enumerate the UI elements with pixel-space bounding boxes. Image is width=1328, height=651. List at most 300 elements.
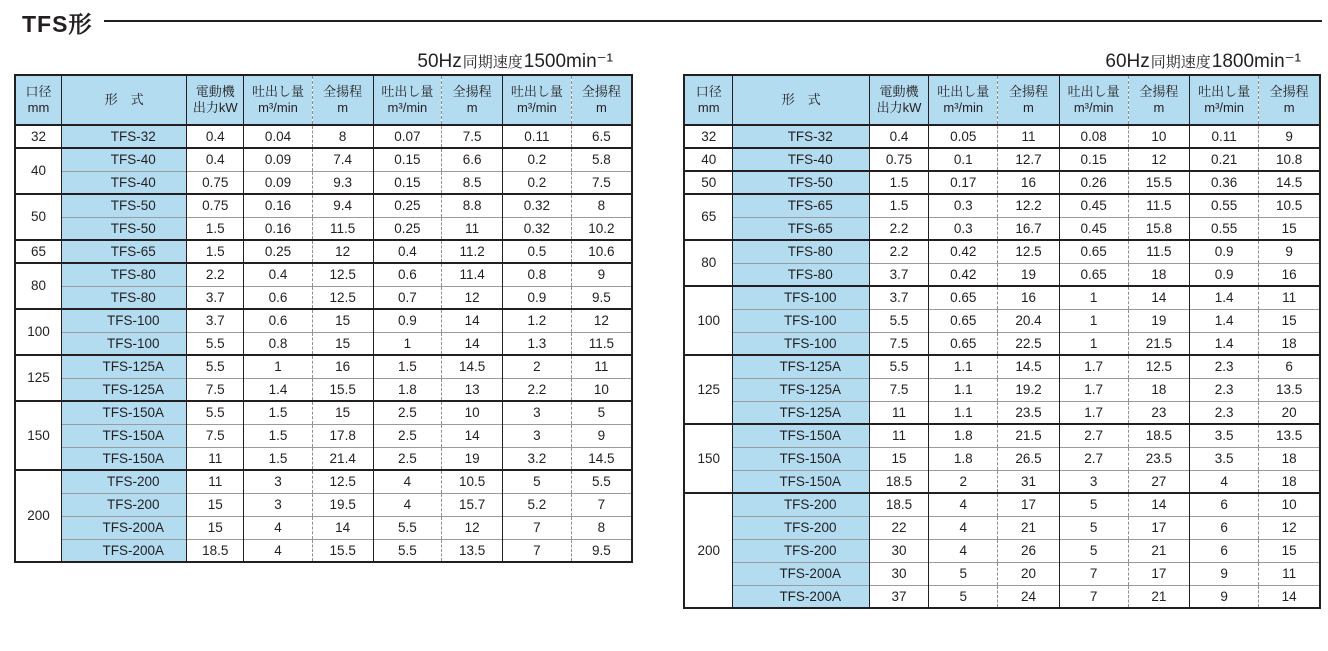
flow-cell: 0.21 [1189,148,1258,171]
head-cell: 12 [442,516,503,539]
model-cell: TFS-150A [62,401,187,424]
head-cell: 15 [1259,309,1320,332]
flow-cell: 0.25 [373,194,442,217]
flow-cell: 3 [1059,470,1128,493]
motor-output-cell: 1.5 [869,194,928,217]
table-row [684,447,1320,470]
col-header-flow: 吐出し量 m³/min [1189,75,1258,125]
head-cell: 12.2 [998,194,1059,217]
head-cell: 11.5 [312,217,373,240]
motor-output-cell: 11 [869,401,928,424]
head-cell: 8 [571,194,632,217]
flow-cell: 2 [502,355,571,378]
head-cell: 14 [1259,585,1320,608]
flow-cell: 0.08 [1059,125,1128,148]
flow-cell: 3.5 [1189,424,1258,447]
head-cell: 19.2 [998,378,1059,401]
head-cell: 26.5 [998,447,1059,470]
flow-cell: 1 [1059,332,1128,355]
flow-cell: 2.5 [373,447,442,470]
flow-cell: 1.5 [244,447,313,470]
model-cell: TFS-65 [733,194,870,217]
model-cell: TFS-100 [733,309,870,332]
table-row [15,401,632,424]
flow-cell: 0.42 [929,263,998,286]
flow-cell: 1.4 [1189,309,1258,332]
bore-cell: 125 [684,355,733,424]
flow-cell: 7 [502,516,571,539]
bore-cell: 200 [15,470,62,562]
heading-speed: 1500min⁻¹ [523,51,613,72]
head-cell: 18 [1128,378,1189,401]
motor-output-cell: 0.4 [869,125,928,148]
motor-output-cell: 1.5 [187,240,244,263]
flow-cell: 1.3 [502,332,571,355]
flow-cell: 6 [1189,516,1258,539]
flow-cell: 1.7 [1059,355,1128,378]
model-cell: TFS-125A [733,378,870,401]
col-header-head: 全揚程 m [442,75,503,125]
head-cell: 16.7 [998,217,1059,240]
flow-cell: 0.9 [502,286,571,309]
table-row [684,217,1320,240]
flow-cell: 2.5 [373,424,442,447]
col-header-flow: 吐出し量 m³/min [929,75,998,125]
model-cell: TFS-150A [62,447,187,470]
table-row [684,171,1320,194]
head-cell: 19.5 [312,493,373,516]
head-cell: 12.5 [312,286,373,309]
head-cell: 12 [312,240,373,263]
flow-cell: 1.4 [1189,286,1258,309]
head-cell: 16 [1259,263,1320,286]
flow-cell: 3 [244,493,313,516]
motor-output-cell: 5.5 [869,355,928,378]
flow-cell: 5 [929,585,998,608]
head-cell: 8.5 [442,171,503,194]
motor-output-cell: 7.5 [187,378,244,401]
flow-cell: 0.9 [373,309,442,332]
motor-output-cell: 3.7 [187,309,244,332]
head-cell: 15.7 [442,493,503,516]
head-cell: 12 [1128,148,1189,171]
table-heading-50hz [14,42,633,74]
head-cell: 21.5 [998,424,1059,447]
head-cell: 10.2 [571,217,632,240]
flow-cell: 1.8 [929,424,998,447]
head-cell: 18.5 [1128,424,1189,447]
model-cell: TFS-200 [733,493,870,516]
col-header-motor-output: 電動機 出力kW [869,75,928,125]
motor-output-cell: 0.75 [187,171,244,194]
head-cell: 14 [1128,493,1189,516]
head-cell: 17 [1128,516,1189,539]
flow-cell: 0.32 [502,194,571,217]
header-row [15,75,632,125]
flow-cell: 0.4 [244,263,313,286]
flow-cell: 7 [502,539,571,562]
head-cell: 14.5 [442,355,503,378]
head-cell: 27 [1128,470,1189,493]
flow-cell: 0.65 [929,309,998,332]
bore-cell: 65 [15,240,62,263]
model-cell: TFS-40 [62,148,187,171]
table-row [15,286,632,309]
motor-output-cell: 15 [187,493,244,516]
table-row [684,493,1320,516]
head-cell: 23 [1128,401,1189,424]
motor-output-cell: 2.2 [869,240,928,263]
flow-cell: 4 [1189,470,1258,493]
head-cell: 9 [1259,125,1320,148]
head-cell: 5.8 [571,148,632,171]
flow-cell: 7 [1059,585,1128,608]
flow-cell: 9 [1189,562,1258,585]
bore-cell: 32 [15,125,62,148]
head-cell: 13.5 [1259,424,1320,447]
head-cell: 14.5 [998,355,1059,378]
model-cell: TFS-200 [733,539,870,562]
bore-cell: 100 [15,309,62,355]
model-cell: TFS-100 [733,286,870,309]
head-cell: 12.5 [998,240,1059,263]
motor-output-cell: 2.2 [869,217,928,240]
head-cell: 12.5 [312,263,373,286]
flow-cell: 1.5 [244,401,313,424]
model-cell: TFS-32 [733,125,870,148]
flow-cell: 1.1 [929,378,998,401]
head-cell: 23.5 [1128,447,1189,470]
head-cell: 14 [1128,286,1189,309]
flow-cell: 5 [1059,493,1128,516]
flow-cell: 0.65 [1059,240,1128,263]
flow-cell: 0.6 [373,263,442,286]
flow-cell: 0.1 [929,148,998,171]
col-header-head: 全揚程 m [1259,75,1320,125]
flow-cell: 5 [1059,539,1128,562]
flow-cell: 5 [502,470,571,493]
head-cell: 18 [1259,447,1320,470]
table-row [15,424,632,447]
table-row [15,539,632,562]
bore-cell: 80 [684,240,733,286]
flow-cell: 4 [929,516,998,539]
motor-output-cell: 0.4 [187,125,244,148]
table-row [15,171,632,194]
head-cell: 7.5 [442,125,503,148]
flow-cell: 0.55 [1189,217,1258,240]
heading-label: 同期速度 [462,54,523,71]
flow-cell: 0.2 [502,148,571,171]
flow-cell: 0.45 [1059,194,1128,217]
model-cell: TFS-200A [62,516,187,539]
table-row [15,217,632,240]
flow-cell: 3.2 [502,447,571,470]
col-header-flow: 吐出し量 m³/min [373,75,442,125]
table-row [684,470,1320,493]
flow-cell: 0.6 [244,309,313,332]
model-cell: TFS-65 [733,217,870,240]
model-cell: TFS-80 [733,240,870,263]
page-title: TFS形 [22,11,93,37]
header-row [684,75,1320,125]
table-row [15,194,632,217]
model-cell: TFS-32 [62,125,187,148]
flow-cell: 0.2 [502,171,571,194]
heading-frequency: 60Hz [1105,51,1150,72]
head-cell: 15.8 [1128,217,1189,240]
flow-cell: 2.2 [502,378,571,401]
motor-output-cell: 3.7 [869,263,928,286]
motor-output-cell: 0.75 [187,194,244,217]
model-cell: TFS-40 [733,148,870,171]
head-cell: 12 [571,309,632,332]
model-cell: TFS-50 [62,217,187,240]
flow-cell: 5.5 [373,539,442,562]
table-row [684,516,1320,539]
flow-cell: 1 [373,332,442,355]
heading-speed: 1800min⁻¹ [1211,51,1301,72]
bore-cell: 50 [15,194,62,240]
bore-cell: 50 [684,171,733,194]
flow-cell: 1.8 [373,378,442,401]
head-cell: 14 [442,332,503,355]
flow-cell: 0.9 [1189,263,1258,286]
head-cell: 21 [1128,585,1189,608]
head-cell: 16 [312,355,373,378]
model-cell: TFS-80 [62,263,187,286]
head-cell: 18 [1259,332,1320,355]
model-cell: TFS-125A [733,401,870,424]
pump-table-block-60hz [683,42,1321,609]
flow-cell: 1 [244,355,313,378]
motor-output-cell: 11 [187,470,244,493]
motor-output-cell: 7.5 [869,378,928,401]
head-cell: 18 [1259,470,1320,493]
col-header-flow: 吐出し量 m³/min [244,75,313,125]
flow-cell: 1.4 [244,378,313,401]
col-header-bore: 口径 mm [15,75,62,125]
flow-cell: 7 [1059,562,1128,585]
table-row [15,240,632,263]
head-cell: 22.5 [998,332,1059,355]
flow-cell: 2.7 [1059,424,1128,447]
head-cell: 26 [998,539,1059,562]
table-row [684,539,1320,562]
table-row [684,378,1320,401]
flow-cell: 6 [1189,493,1258,516]
table-row [684,286,1320,309]
head-cell: 15.5 [312,378,373,401]
motor-output-cell: 22 [869,516,928,539]
motor-output-cell: 1.5 [187,217,244,240]
model-cell: TFS-125A [733,355,870,378]
table-row [15,355,632,378]
head-cell: 19 [1128,309,1189,332]
head-cell: 14.5 [1259,171,1320,194]
head-cell: 6 [1259,355,1320,378]
table-row [684,309,1320,332]
head-cell: 10 [571,378,632,401]
table-row [15,378,632,401]
bore-cell: 40 [684,148,733,171]
model-cell: TFS-125A [62,378,187,401]
head-cell: 14.5 [571,447,632,470]
model-cell: TFS-200A [733,562,870,585]
flow-cell: 1 [1059,309,1128,332]
model-cell: TFS-100 [62,332,187,355]
motor-output-cell: 2.2 [187,263,244,286]
motor-output-cell: 37 [869,585,928,608]
flow-cell: 0.26 [1059,171,1128,194]
motor-output-cell: 18.5 [187,539,244,562]
motor-output-cell: 30 [869,562,928,585]
head-cell: 17.8 [312,424,373,447]
head-cell: 16 [998,286,1059,309]
bore-cell: 80 [15,263,62,309]
model-cell: TFS-200 [62,493,187,516]
head-cell: 12 [442,286,503,309]
motor-output-cell: 30 [869,539,928,562]
head-cell: 6.6 [442,148,503,171]
head-cell: 14 [442,309,503,332]
head-cell: 17 [1128,562,1189,585]
head-cell: 10 [442,401,503,424]
col-header-head: 全揚程 m [998,75,1059,125]
motor-output-cell: 5.5 [187,355,244,378]
flow-cell: 0.55 [1189,194,1258,217]
motor-output-cell: 5.5 [869,309,928,332]
head-cell: 11.5 [571,332,632,355]
head-cell: 8 [312,125,373,148]
model-cell: TFS-50 [733,171,870,194]
table-row [15,263,632,286]
bore-cell: 200 [684,493,733,608]
flow-cell: 0.65 [929,286,998,309]
head-cell: 21.5 [1128,332,1189,355]
flow-cell: 0.7 [373,286,442,309]
head-cell: 8.8 [442,194,503,217]
model-cell: TFS-50 [62,194,187,217]
head-cell: 24 [998,585,1059,608]
flow-cell: 0.15 [373,148,442,171]
model-cell: TFS-200 [733,516,870,539]
head-cell: 31 [998,470,1059,493]
flow-cell: 3 [502,424,571,447]
head-cell: 7 [571,493,632,516]
head-cell: 7.4 [312,148,373,171]
flow-cell: 0.3 [929,194,998,217]
model-cell: TFS-40 [62,171,187,194]
col-header-head: 全揚程 m [312,75,373,125]
flow-cell: 0.17 [929,171,998,194]
bore-cell: 100 [684,286,733,355]
flow-cell: 0.65 [1059,263,1128,286]
motor-output-cell: 18.5 [869,493,928,516]
model-cell: TFS-100 [733,332,870,355]
bore-cell: 65 [684,194,733,240]
flow-cell: 3 [244,470,313,493]
head-cell: 19 [998,263,1059,286]
head-cell: 11.5 [1128,194,1189,217]
head-cell: 9 [571,424,632,447]
title-rule [104,20,1322,22]
flow-cell: 1.1 [929,401,998,424]
pump-table-block-50hz [14,42,633,563]
model-cell: TFS-65 [62,240,187,263]
flow-cell: 4 [244,539,313,562]
motor-output-cell: 3.7 [187,286,244,309]
flow-cell: 0.25 [244,240,313,263]
bore-cell: 40 [15,148,62,194]
head-cell: 13.5 [1259,378,1320,401]
table-heading-60hz [683,42,1321,74]
head-cell: 10.5 [442,470,503,493]
table-row [684,240,1320,263]
head-cell: 12.5 [312,470,373,493]
flow-cell: 2.3 [1189,378,1258,401]
flow-cell: 0.42 [929,240,998,263]
head-cell: 11 [1259,562,1320,585]
head-cell: 15 [312,401,373,424]
head-cell: 11 [571,355,632,378]
table-row [684,332,1320,355]
head-cell: 11 [442,217,503,240]
head-cell: 5 [571,401,632,424]
model-cell: TFS-100 [62,309,187,332]
bore-cell: 125 [15,355,62,401]
head-cell: 17 [998,493,1059,516]
head-cell: 7.5 [571,171,632,194]
model-cell: TFS-150A [733,424,870,447]
motor-output-cell: 15 [869,447,928,470]
flow-cell: 0.9 [1189,240,1258,263]
motor-output-cell: 11 [187,447,244,470]
bore-cell: 150 [684,424,733,493]
motor-output-cell: 7.5 [869,332,928,355]
table-row [15,470,632,493]
flow-cell: 5.5 [373,516,442,539]
head-cell: 13 [442,378,503,401]
head-cell: 23.5 [998,401,1059,424]
head-cell: 9.5 [571,539,632,562]
motor-output-cell: 18.5 [869,470,928,493]
flow-cell: 0.4 [373,240,442,263]
head-cell: 21 [1128,539,1189,562]
bore-cell: 150 [15,401,62,470]
head-cell: 20.4 [998,309,1059,332]
head-cell: 10.5 [1259,194,1320,217]
head-cell: 8 [571,516,632,539]
table-row [684,424,1320,447]
col-header-bore: 口径 mm [684,75,733,125]
head-cell: 18 [1128,263,1189,286]
head-cell: 16 [998,171,1059,194]
head-cell: 6.5 [571,125,632,148]
head-cell: 11.5 [1128,240,1189,263]
head-cell: 21 [998,516,1059,539]
flow-cell: 0.09 [244,148,313,171]
flow-cell: 2 [929,470,998,493]
head-cell: 15.5 [1128,171,1189,194]
bore-cell: 32 [684,125,733,148]
table-row [15,332,632,355]
col-header-model: 形 式 [733,75,870,125]
motor-output-cell: 0.4 [187,148,244,171]
head-cell: 15 [312,309,373,332]
motor-output-cell: 1.5 [869,171,928,194]
model-cell: TFS-200 [62,470,187,493]
